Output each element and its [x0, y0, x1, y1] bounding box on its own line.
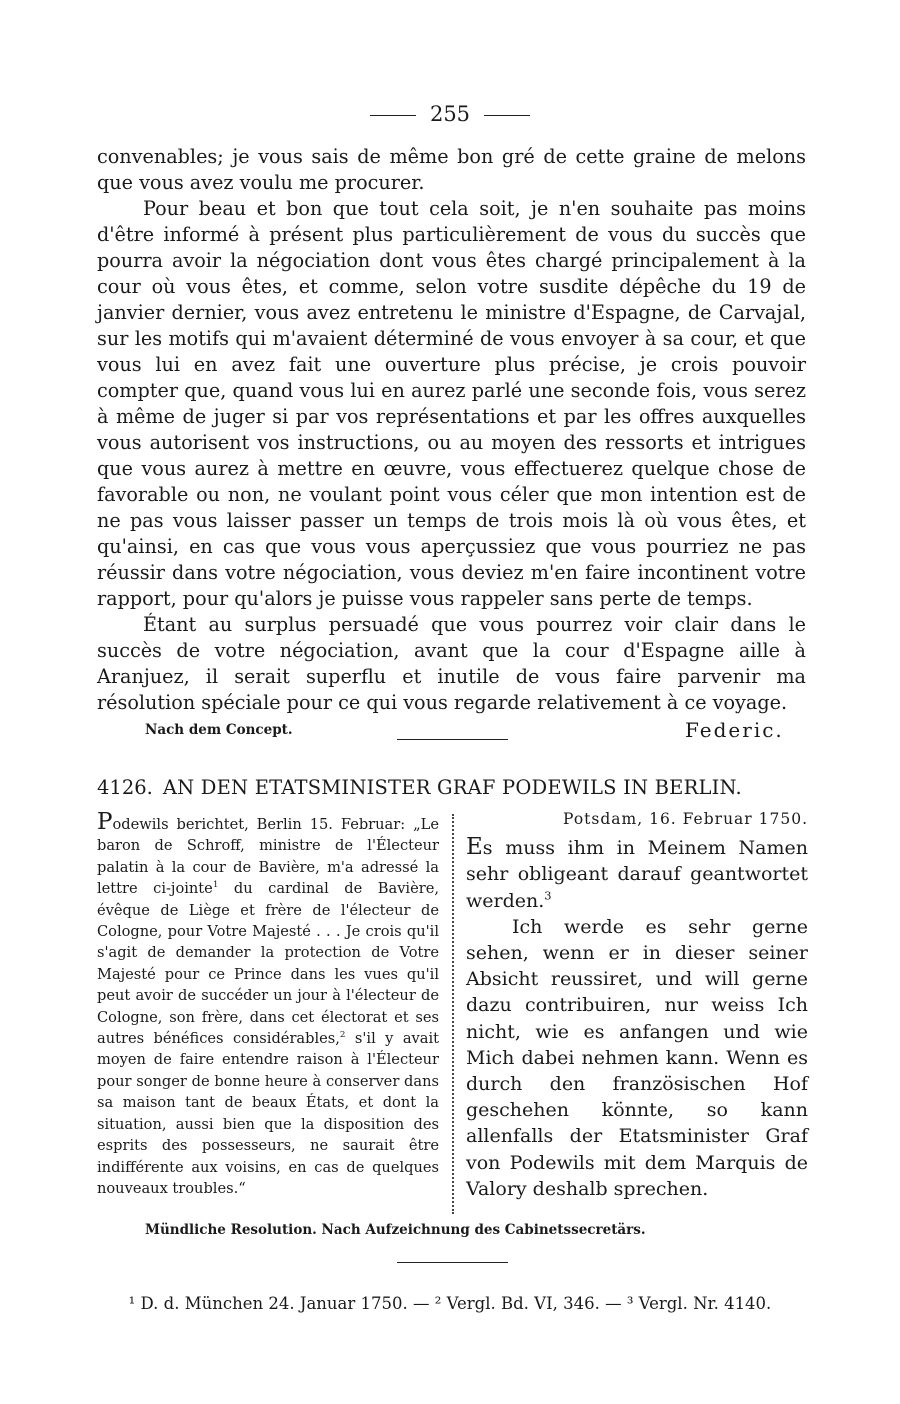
footnote-ref-3: 3 [544, 888, 552, 903]
page-number-row [0, 100, 900, 128]
resolution-paragraph-1 [466, 834, 808, 914]
footnotes: ¹ D. d. München 24. Januar 1750. — ² Vergl. Bd. VI, 346. — ³ Vergl. Nr. 4140. [128, 1294, 772, 1313]
dateline: Potsdam, 16. Februar 1750. [563, 810, 808, 828]
paragraph-aranjuez: Étant au surplus persuadé que vous pourrez voir clair dans le succès de votre négociation, avant que la cour d'Espagne aille à Aranjuez, il serait superflu et inutile de vous faire parvenir ma résolution spéciale pour ce qui vous regarde relativement à ce voyage. [97, 613, 806, 714]
report-text-c: s'il y avait moyen de faire entendre raison à l'Électeur pour songer de bonne heure à conserver dans sa maison tant de beaux États, et dont la situation, aussi bien que la disposition des esprits des possesseurs, ne saurait être indifférente aux voisins, en cas de quelques nouveaux troubles.“ [97, 1030, 439, 1197]
signature: Federic. [685, 718, 784, 742]
left-initial: P [97, 809, 113, 835]
resolution-text-1: s muss ihm in Meinem Namen sehr obligeant darauf geantwortet werden. [466, 837, 808, 912]
concept-row [0, 718, 900, 750]
dash-right [484, 115, 530, 116]
paragraph-continuation: convenables; je vous sais de même bon gré de cette graine de melons que vous avez voulu me procurer. [97, 145, 806, 194]
resolution-column [466, 806, 808, 1202]
document-title: AN DEN ETATSMINISTER GRAF PODEWILS IN BERLIN. [162, 776, 742, 799]
paragraph-negotiation: Pour beau et bon que tout cela soit, je n'en souhaite pas moins d'être informé à présent plus particulièrement de vous du succès que pourra avoir la négociation dont vous êtes chargé principalement à la cour où vous êtes, et comme, selon votre susdite dépêche du 19 de janvier dernier, vous avez entretenu le ministre d'Espagne, de Carvajal, sur les motifs qui m'avaient déterminé de vous envoyer à sa cour, et que vous lui en avez fait une ouverture plus précise, je crois pouvoir compter que, quand vous lui en aurez parlé une seconde fois, vous serez à même de juger si par vos représentations et par les offres auxquelles vous autorisent vos instructions, ou au moyen des ressorts et intrigues que vous aurez à mettre en œuvre, vous effectuerez quelque chose de favorable ou non, ne voulant point vous céler que mon intention est de ne pas vous laisser passer un temps de trois mois là où vous êtes, et qu'ainsi, en cas que vous vous aperçussiez que vous pourriez ne pas réussir dans votre négociation, vous deviez m'en faire incontinent votre rapport, pour qu'alors je puisse vous rappeler sans perte de temps. [97, 197, 806, 610]
column-divider [452, 814, 454, 1214]
document-heading [97, 774, 809, 802]
report-text-b: du cardinal de Bavière, évêque de Liège et frère de l'électeur de Cologne, pour Votre Majesté . . . Je crois qu'il s'agit de demander la protection de Votre Majesté pour ce Prince dans les vues qu'il peut avoir de succéder un jour à l'électeur de Cologne, son frère, dans cet électorat et ses autres bénéfices considérables, [97, 880, 439, 1048]
resolution-note: Mündliche Resolution. Nach Aufzeichnung des Cabinetssecretärs. [145, 1222, 646, 1238]
document-number: 4126. [97, 776, 153, 799]
report-text-a: odewils berichtet, Berlin 15. Februar: „Le baron de Schroff, ministre de l'Électeur palatin à la cour de Bavière, m'a adressé la lettre ci-jointe [97, 816, 439, 898]
footnote-separator [397, 1262, 508, 1263]
dash-left [370, 115, 416, 116]
footnote-ref-1: 1 [212, 880, 219, 891]
resolution-paragraph-2: Ich werde es sehr gerne sehen, wenn er in dieser seiner Absicht reussiret, und will gerne dazu contribuiren, nur weiss Ich nicht, wie es anfangen und wie Mich dabei nehmen kann. Wenn es durch den französischen Hof geschehen könnte, so kann allenfalls der Etatsminister Graf von Podewils mit dem Marquis de Valory deshalb sprechen. [466, 915, 808, 1200]
footnote-ref-2: 2 [339, 1030, 346, 1041]
report-summary-column [97, 809, 439, 1199]
letter-body [97, 144, 806, 716]
separator-rule [397, 739, 508, 740]
concept-note: Nach dem Concept. [145, 722, 293, 738]
right-initial: E [466, 834, 483, 861]
page-number: 255 [429, 102, 471, 126]
